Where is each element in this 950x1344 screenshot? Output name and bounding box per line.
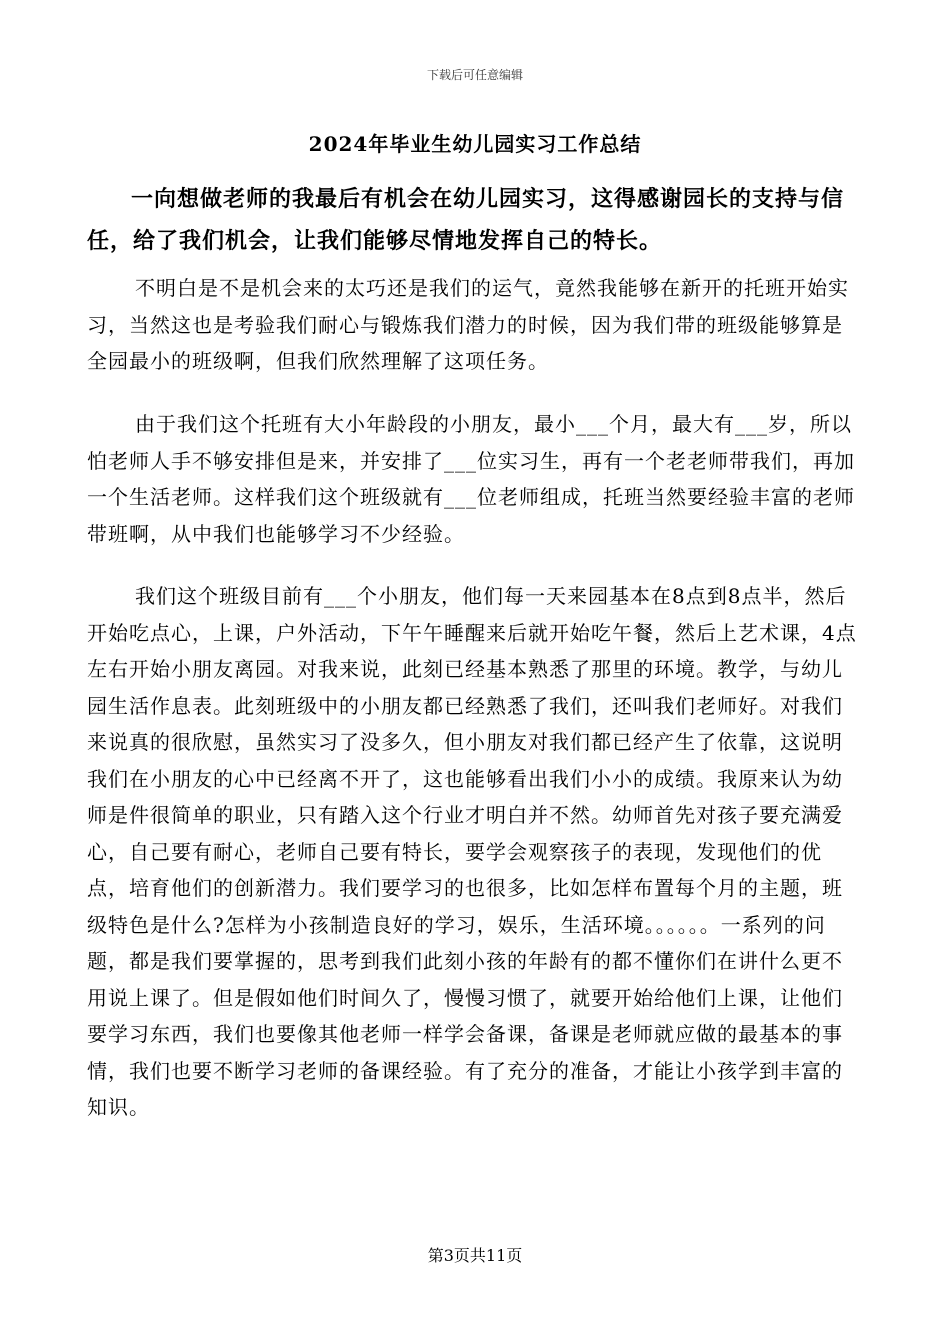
body-paragraph-2: 由于我们这个托班有大小年龄段的小朋友，最小___个月，最大有___岁，所以怕老师人手不够安排但是来，并安排了___位实习生，再有一个老老师带我们，再加一个生活老师。这样我们这个班级就有___位老师组成，托班当然要经验丰富的老师带班啊，从中我们也能够学习不少经验。 xyxy=(87,412,855,546)
lead-paragraph: 一向想做老师的我最后有机会在幼儿园实习，这得感谢园长的支持与信任，给了我们机会，让我们能够尽情地发挥自己的特长。 xyxy=(87,186,845,254)
body-paragraph-3: 我们这个班级目前有___个小朋友，他们每一天来园基本在8点到8点半，然后开始吃点心，上课，户外活动，下午午睡醒来后就开始吃午餐，然后上艺术课，4点左右开始小朋友离园。对我来说，此刻已经基本熟悉了那里的环境。教学，与幼儿园生活作息表。此刻班级中的小朋友都已经熟悉了我们，还叫我们老师好。对我们来说真的很欣慰，虽然实习了没多久，但小朋友对我们都已经产生了依靠，这说明我们在小朋友的心中已经离不开了，这也能够看出我们小小的成绩。我原来认为幼师是件很简单的职业，只有踏入这个行业才明白并不然。幼师首先对孩子要充满爱心，自己要有耐心，老师自己要有特长，要学会观察孩子的表现，发现他们的优点，培育他们的创新潜力。我们要学习的也很多，比如怎样布置每个月的主题，班级特色是什么?怎样为小孩制造良好的学习，娱乐，生活环境。。。。。。一系列的问题，都是我们要掌握的，思考到我们此刻小孩的年龄有的都不懂你们在讲什么更不用说上课了。但是假如他们时间久了，慢慢习惯了，就要开始给他们上课，让他们要学习东西，我们也要像其他老师一样学会备课，备课是老师就应做的最基本的事情，我们也要不断学习老师的备课经验。有了充分的准备，才能让小孩学到丰富的知识。 xyxy=(87,584,857,1119)
page-number: 第3页共11页 xyxy=(427,1246,523,1265)
header-note: 下载后可任意编辑 xyxy=(426,68,523,82)
document-title: 2024年毕业生幼儿园实习工作总结 xyxy=(308,132,642,156)
body-paragraph-1: 不明白是不是机会来的太巧还是我们的运气，竟然我能够在新开的托班开始实习，当然这也是考验我们耐心与锻炼我们潜力的时候，因为我们带的班级能够算是全园最小的班级啊，但我们欣然理解了这项任务。 xyxy=(87,276,849,373)
